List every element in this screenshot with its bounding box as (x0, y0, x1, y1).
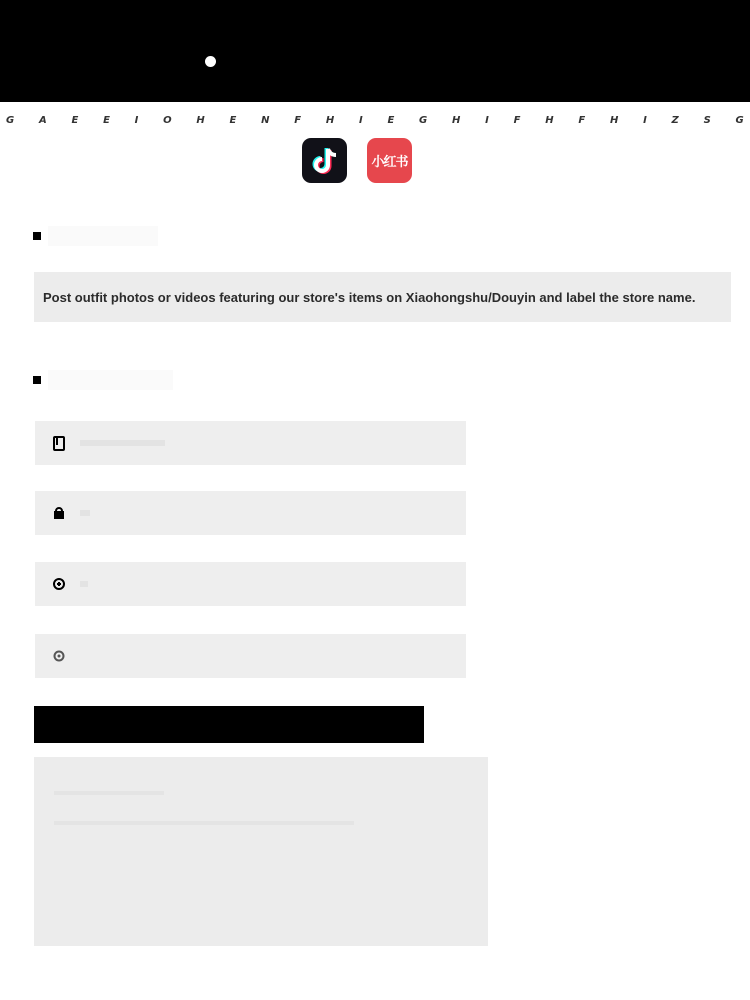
step-row-4 (35, 634, 466, 678)
step-3-icon (52, 576, 66, 592)
strip-letter: F (294, 114, 302, 126)
strip-letter: H (452, 114, 461, 126)
section-2-bullet (33, 376, 41, 384)
step-1-text (80, 440, 165, 446)
strip-letter: N (261, 114, 270, 126)
strip-letter: H (325, 114, 335, 126)
strip-letter: E (387, 114, 395, 126)
panel-line (54, 821, 354, 825)
info-panel (34, 757, 488, 946)
strip-letter: E (103, 114, 110, 126)
step-row-3 (35, 562, 466, 606)
step-3-text (80, 581, 88, 587)
strip-letter: I (485, 114, 489, 126)
strip-letter: F (578, 114, 586, 126)
strip-letter: I (134, 114, 139, 126)
section-1-heading (48, 226, 158, 246)
strip-letter: H (196, 114, 205, 126)
strip-letter: F (513, 114, 521, 126)
step-row-2 (35, 491, 466, 535)
app-icons-row (302, 138, 412, 183)
xiaohongshu-label: 小红书 (371, 155, 408, 170)
section-2-heading (48, 370, 173, 390)
task-description (34, 272, 731, 322)
douyin-note-icon (311, 146, 339, 176)
panel-line (54, 791, 164, 795)
strip-letter: H (609, 114, 619, 126)
top-banner (0, 0, 750, 102)
strip-letter: G (735, 114, 744, 126)
step-2-text (80, 510, 90, 516)
strip-letter: G (419, 114, 428, 126)
strip-letter: I (358, 114, 363, 126)
decorative-letter-strip (0, 110, 750, 130)
strip-letter: A (38, 114, 47, 126)
step-row-1 (35, 421, 466, 465)
black-banner-bar (34, 706, 424, 743)
step-1-icon (52, 435, 66, 451)
strip-letter: O (163, 114, 172, 126)
task-description-text: Post outfit photos or videos featuring our store's items on Xiaohongshu/Douyin and label the store name. (43, 289, 696, 305)
step-4-icon (52, 648, 66, 664)
douyin-logo-icon[interactable] (302, 138, 347, 183)
dot-icon (205, 56, 216, 67)
strip-letter: G (6, 114, 15, 126)
strip-letter: E (229, 114, 237, 126)
strip-letter: Z (671, 114, 679, 126)
strip-letter: S (703, 114, 711, 126)
strip-letter: H (545, 114, 554, 126)
step-2-icon (52, 505, 66, 521)
xiaohongshu-logo-icon[interactable] (367, 138, 412, 183)
strip-letter: E (71, 114, 79, 126)
section-1-bullet (33, 232, 41, 240)
strip-letter: I (643, 114, 647, 126)
